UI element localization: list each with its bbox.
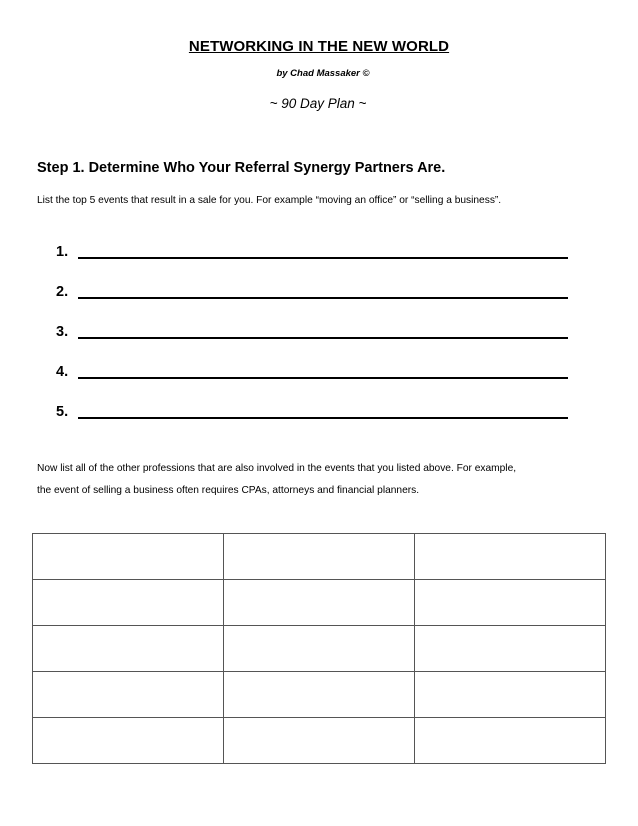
professions-instruction: [37, 458, 607, 502]
professions-instruction-line-2: the event of selling a business often requires CPAs, attorneys and financial planners.: [37, 485, 420, 496]
professions-instruction-line-1: Now list all of the other professions that are also involved in the events that you listed above. For example,: [37, 463, 517, 474]
table-row: [33, 672, 606, 718]
table-cell[interactable]: [224, 718, 415, 764]
table-row: [33, 534, 606, 580]
fill-in-line[interactable]: [78, 337, 568, 339]
fill-in-line[interactable]: [78, 257, 568, 259]
table-row: [33, 718, 606, 764]
step1-instruction: List the top 5 events that result in a sale for you. For example “moving an office” or “selling a business”.: [37, 195, 502, 206]
fill-in-line[interactable]: [78, 377, 568, 379]
document-title: NETWORKING IN THE NEW WORLD: [188, 38, 450, 55]
event-blank-5: [56, 382, 568, 422]
professions-table: [32, 533, 606, 764]
event-number: 5.: [56, 404, 69, 420]
table-cell[interactable]: [33, 718, 224, 764]
author-byline: by Chad Massaker ©: [276, 68, 370, 79]
table-cell[interactable]: [224, 534, 415, 580]
table-row: [33, 626, 606, 672]
events-fill-in-list: [56, 222, 568, 422]
table-cell[interactable]: [224, 672, 415, 718]
table-cell[interactable]: [33, 672, 224, 718]
table-cell[interactable]: [415, 626, 606, 672]
event-blank-4: [56, 342, 568, 382]
fill-in-line[interactable]: [78, 417, 568, 419]
table-cell[interactable]: [415, 580, 606, 626]
table-row: [33, 580, 606, 626]
table-cell[interactable]: [224, 580, 415, 626]
step1-heading: Step 1. Determine Who Your Referral Synergy Partners Are.: [37, 160, 446, 176]
event-blank-1: [56, 222, 568, 262]
event-number: 2.: [56, 284, 69, 300]
event-blank-3: [56, 302, 568, 342]
table-cell[interactable]: [33, 580, 224, 626]
table-cell[interactable]: [33, 534, 224, 580]
fill-in-line[interactable]: [78, 297, 568, 299]
event-number: 1.: [56, 244, 69, 260]
table-cell[interactable]: [415, 534, 606, 580]
table-cell[interactable]: [33, 626, 224, 672]
table-cell[interactable]: [415, 672, 606, 718]
table-cell[interactable]: [415, 718, 606, 764]
table-cell[interactable]: [224, 626, 415, 672]
plan-subtitle: ~ 90 Day Plan ~: [269, 96, 367, 111]
event-number: 4.: [56, 364, 69, 380]
event-number: 3.: [56, 324, 69, 340]
event-blank-2: [56, 262, 568, 302]
